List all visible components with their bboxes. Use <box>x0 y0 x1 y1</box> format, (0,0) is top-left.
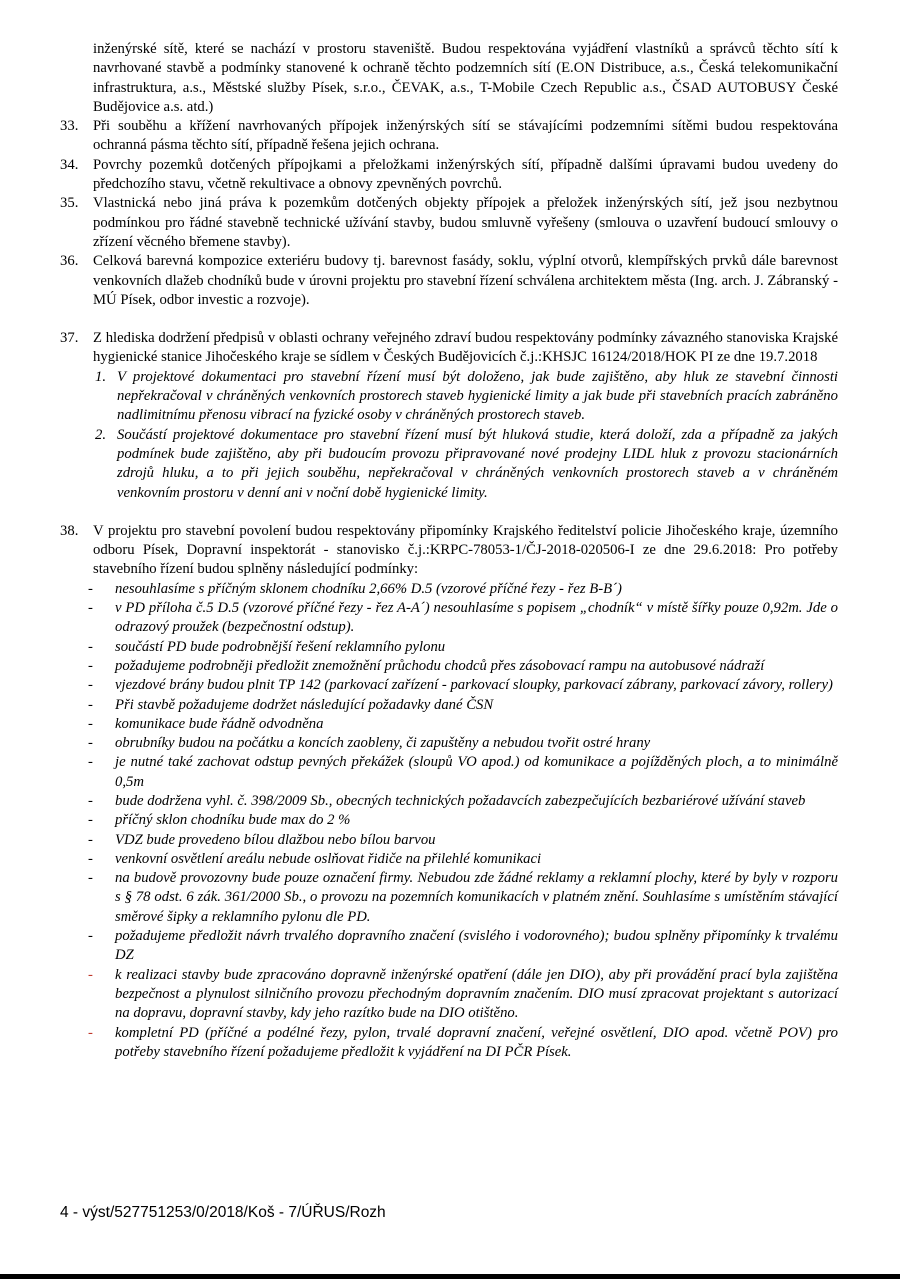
bullet-text: komunikace bude řádně odvodněna <box>115 715 324 732</box>
sub-item <box>93 368 838 426</box>
bullet-text: na budově provozovny bude pouze označení firmy. Nebudou zde žádné reklamy a reklamní plochy, které by byly v rozporu s § 78 odst. 6 zák. 361/2000 Sb., o provozu na pozemních komunikacích v platném znění. Souhlasíme s umístěním stávající směrové šipky a reklamního pylonu dle PD. <box>115 870 838 925</box>
item-33 <box>60 117 838 156</box>
bullet-text: venkovní osvětlení areálu nebude oslňovat řidiče na přilehlé komunikaci <box>115 850 542 867</box>
sub-item-text: V projektové dokumentaci pro stavební řízení musí být doloženo, jak bude zajištěno, aby hluk ze stavební činnosti nepřekračoval v chráněných venkovních prostorech staveb hygienické limity a jak bude při stavebních pracích zabráněno nadlimitnímu přenosu vibrací na fyzické osoby v chráněných prostorech staveb. <box>117 368 838 424</box>
bullet-text: požadujeme podrobněji předložit znemožnění průchodu chodců přes zásobovací rampu na autobusové nádraží <box>115 657 765 674</box>
numbered-list <box>60 117 838 310</box>
bullet-text: nesouhlasíme s příčným sklonem chodníku 2,66% D.5 (vzorové příčné řezy - řez B-B´) <box>115 580 622 597</box>
item-text: Vlastnická nebo jiná práva k pozemkům dotčených objekty přípojek a přeložek inženýrských sítí, jež jsou nezbytnou podmínkou pro řádné stavebně technické užívání stavby, budou smluvně vyřešeny (smlouva o uzavření budoucí smlouvy o zřízení věcného břemene stavby). <box>93 195 838 250</box>
sub-item-text: Součástí projektové dokumentace pro stavební řízení musí být hluková studie, která doloží, zda a případně za jakých podmínek bude zajištěno, aby při budoucím provozu připravované nové prodejny LIDL hluk z provozu stacionárních zdrojů hluku, a to při jejich souběhu, nepřekračoval v chráněných venkovních prostorech staveb a v chráněném venkovním prostoru v denní ani v noční době hygienické limity. <box>117 426 838 501</box>
bullet-text: bude dodržena vyhl. č. 398/2009 Sb., obecných technických požadavcích zabezpečujících bezbariérové užívání staveb <box>115 792 806 809</box>
bullet-text: vjezdové brány budou plnit TP 142 (parkovací zařízení - parkovací sloupky, parkovací zábrany, parkovací závory, rollery) <box>115 677 833 694</box>
dash-marker: - <box>88 966 93 983</box>
item-34 <box>60 156 838 195</box>
bullet-item <box>60 657 838 676</box>
item-text: Při souběhu a křížení navrhovaných přípojek inženýrských sítí se stávajícími podzemními sítěmi budou respektována ochranná pásma těchto sítí, případně řešena jejich ochrana. <box>93 118 838 154</box>
bullet-item <box>60 638 838 657</box>
bullet-item <box>60 715 838 734</box>
item-35 <box>60 194 838 252</box>
dash-marker: - <box>88 870 93 887</box>
item-37 <box>60 329 838 368</box>
item-text: Celková barevná kompozice exteriéru budovy tj. barevnost fasády, soklu, výplní otvorů, klempířských prvků dále barevnost venkovních dlažeb chodníků bude v úrovni projektu pro stavební řízení schválena architektem města (Ing. arch. J. Zábranský - MÚ Písek, odbor investic a rozvoje). <box>93 253 838 308</box>
document-footer: 4 - výst/527751253/0/2018/Koš - 7/ÚŘUS/Rozh <box>60 1204 386 1221</box>
bullet-text: Při stavbě požadujeme dodržet následující požadavky dané ČSN <box>115 696 494 713</box>
dash-marker: - <box>88 715 93 732</box>
bullet-item <box>60 850 838 869</box>
dash-marker: - <box>88 850 93 867</box>
bullet-item <box>60 696 838 715</box>
bullet-item <box>60 734 838 753</box>
bullet-item <box>60 753 838 792</box>
bullet-text: je nutné také zachovat odstup pevných překážek (sloupů VO apod.) od komunikace a pojížděných ploch, a to minimálně 0,5m <box>115 754 838 790</box>
item-36 <box>60 252 838 310</box>
dash-marker: - <box>88 696 93 713</box>
document-body <box>60 40 838 1062</box>
item-number: 34. <box>60 156 79 173</box>
item-text: Z hlediska dodržení předpisů v oblasti ochrany veřejného zdraví budou respektovány podmínky závazného stanoviska Krajské hygienické stanice Jihočeského kraje se sídlem v Českých Budějovicích č.j.:KHSJC 16124/2018/HOK PI ze dne 19.7.2018 <box>93 330 838 366</box>
bullet-item <box>60 599 838 638</box>
bullet-text: v PD příloha č.5 D.5 (vzorové příčné řezy - řez A-A´) nesouhlasíme s popisem „chodník“ v místě šířky pouze 0,92m. Jde o odrazový proužek (bezpečnostní odstup). <box>115 600 838 636</box>
item-number: 37. <box>60 330 79 347</box>
dash-marker: - <box>88 735 93 752</box>
bullet-item <box>60 811 838 830</box>
bullet-text: požadujeme předložit návrh trvalého dopravního značení (svislého i vodorovného); budou splněny připomínky k trvalému DZ <box>115 928 838 964</box>
dash-marker: - <box>88 792 93 809</box>
dash-marker: - <box>88 600 93 617</box>
bottom-rule <box>0 1274 900 1279</box>
bullet-item <box>60 580 838 599</box>
bullet-item <box>60 831 838 850</box>
item-number: 38. <box>60 522 79 539</box>
dash-marker: - <box>88 657 93 674</box>
item-number: 33. <box>60 118 79 135</box>
sub-item-number: 1. <box>95 368 107 385</box>
item-37-sublist <box>60 368 838 503</box>
item-text: V projektu pro stavební povolení budou respektovány připomínky Krajského ředitelství policie Jihočeského kraje, územního odboru Písek, Dopravní inspektorát - stanovisko č.j.:KRPC-78053-1/ČJ-2018-020506-I ze dne 29.6.2018: Pro potřeby stavebního řízení budou splněny následující podmínky: <box>93 522 838 578</box>
sub-item-number: 2. <box>95 426 107 443</box>
bullet-item <box>60 966 838 1024</box>
bullet-text: kompletní PD (příčné a podélné řezy, pylon, trvalé dopravní značení, veřejné osvětlení, DIO apod. včetně POV) pro potřeby stavebního řízení požadujeme předložit k vyjádření na DI PČR Písek. <box>115 1024 838 1060</box>
dash-marker: - <box>88 638 93 655</box>
bullet-item <box>60 869 838 927</box>
bullet-text: obrubníky budou na počátku a koncích zaobleny, či zapuštěny a nebudou tvořit ostré hrany <box>115 735 651 752</box>
item-38-bullet-list <box>60 580 838 1062</box>
dash-marker: - <box>88 831 93 848</box>
bullet-item <box>60 792 838 811</box>
item-number: 35. <box>60 195 79 212</box>
dash-marker: - <box>88 580 93 597</box>
item-text: Povrchy pozemků dotčených přípojkami a přeložkami inženýrských sítí, případně dalšími úpravami budou uvedeny do předchozího stavu, včetně rekultivace a obnovy zpevněných povrchů. <box>93 156 838 193</box>
dash-marker: - <box>88 812 93 829</box>
bullet-text: příčný sklon chodníku bude max do 2 % <box>115 812 351 829</box>
bullet-item <box>60 676 838 695</box>
dash-marker: - <box>88 1024 93 1041</box>
item-number: 36. <box>60 253 79 270</box>
dash-marker: - <box>88 928 93 945</box>
dash-marker: - <box>88 754 93 771</box>
bullet-item <box>60 1024 838 1063</box>
bullet-text: k realizaci stavby bude zpracováno dopravně inženýrské opatření (dále jen DIO), aby při provádění prací byla zajištěna bezpečnost a plynulost silničního provozu přechodným dopravním značením. DIO musí zpracovat projektant s autorizací na dopravu, dopravní stavby, kdy jeho razítko bude na DIO otištěno. <box>115 966 838 1022</box>
dash-marker: - <box>88 677 93 694</box>
bullet-text: součástí PD bude podrobnější řešení reklamního pylonu <box>115 638 446 655</box>
sub-item <box>93 426 838 503</box>
item-38 <box>60 522 838 580</box>
bullet-item <box>60 927 838 966</box>
continuation-paragraph: inženýrské sítě, které se nachází v prostoru staveniště. Budou respektována vyjádření vlastníků a správců těchto sítí k navrhované stavbě a podmínky stanovené k ochraně těchto podzemních sítí (E.ON Distribuce, a.s., Česká telekomunikační infrastruktura, a.s., Městské služby Písek, s.r.o., ČEVAK, a.s., T-Mobile Czech Republic a.s., ČSAD AUTOBUSY České Budějovice a.s. atd.) <box>93 41 838 115</box>
bullet-text: VDZ bude provedeno bílou dlažbou nebo bílou barvou <box>115 831 436 848</box>
